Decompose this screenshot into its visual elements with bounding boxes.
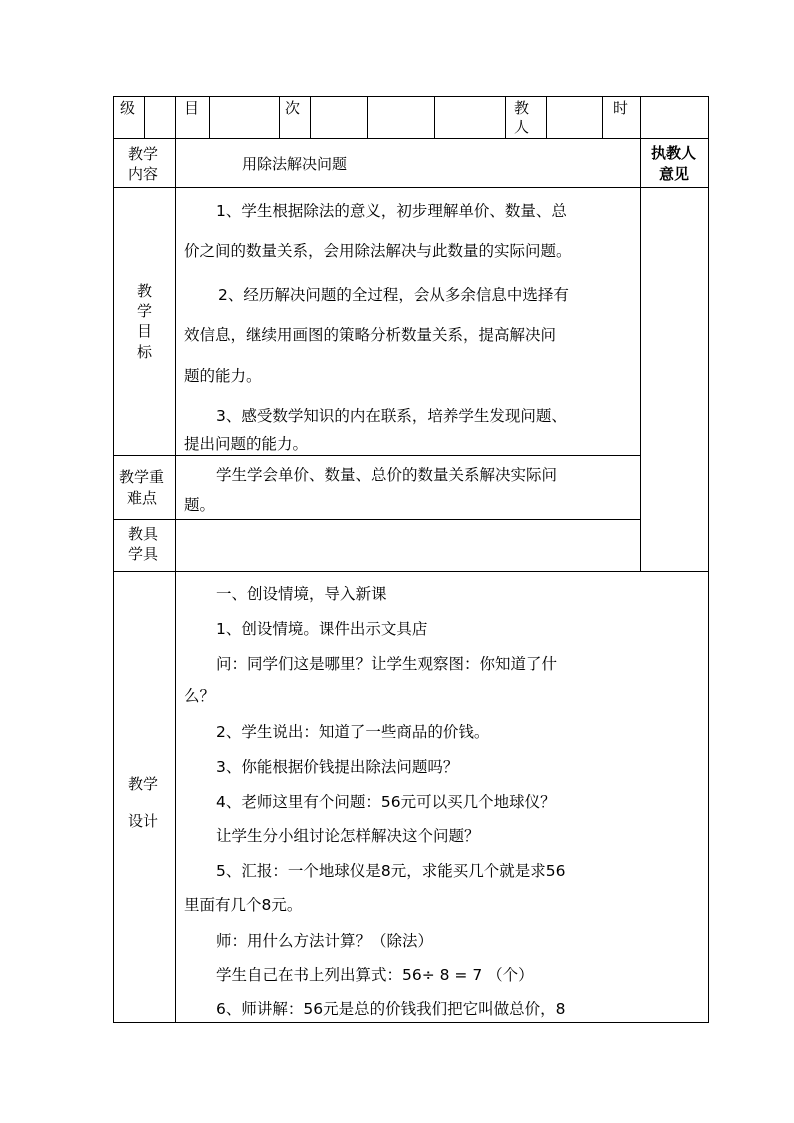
goals-label-char: 学 xyxy=(137,302,153,320)
goals-label-char: 教 xyxy=(137,282,153,300)
row-divider-5 xyxy=(113,571,709,572)
design-line: 3、你能根据价钱提出除法问题吗？ xyxy=(216,758,459,776)
design-line: 一、创设情境，导入新课 xyxy=(216,585,387,603)
content-value: 用除法解决问题 xyxy=(242,155,348,173)
header-divider-e xyxy=(367,96,368,138)
opinion-label-1: 执教人 xyxy=(651,144,697,162)
design-line: 1、创设情境。课件出示文具店 xyxy=(216,620,428,638)
design-line: 2、学生说出：知道了一些商品的价钱。 xyxy=(216,723,490,741)
header-divider-f xyxy=(434,96,435,138)
tools-label-1: 教具 xyxy=(128,525,159,543)
keypoints-label-1: 教学重 xyxy=(119,468,165,486)
design-line: 师：用什么方法计算？（除法） xyxy=(216,932,434,950)
tools-label-2: 学具 xyxy=(128,545,159,563)
goal-line: 3、感受数学知识的内在联系，培养学生发现问题、 xyxy=(216,407,567,425)
goal-line: 效信息，继续用画图的策略分析数量关系，提高解决问 xyxy=(184,326,557,344)
design-line: 问：同学们这是哪里？让学生观察图：你知道了什 xyxy=(216,655,558,673)
content-label-2: 内容 xyxy=(128,165,159,183)
table-left-border xyxy=(113,96,114,1023)
design-line: 学生自己在书上列出算式：56÷ 8 = 7 （个） xyxy=(216,966,534,984)
header-divider-d xyxy=(310,96,311,138)
header-grade-label: 级 xyxy=(120,99,136,117)
design-line: 里面有几个8元。 xyxy=(184,896,303,914)
header-time-label: 时 xyxy=(613,99,629,117)
header-divider-h xyxy=(546,96,547,138)
goal-line: 1、学生根据除法的意义，初步理解单价、数量、总 xyxy=(216,202,567,220)
header-teacher-label-1: 教 xyxy=(514,99,530,117)
header-subject-label: 目 xyxy=(184,99,200,117)
header-teacher-label-2: 人 xyxy=(514,118,530,136)
goal-line: 价之间的数量关系，会用除法解决与此数量的实际问题。 xyxy=(184,242,572,260)
table-right-border xyxy=(708,96,709,1023)
header-divider-b xyxy=(209,96,210,138)
goal-line: 题的能力。 xyxy=(184,367,262,385)
goal-line: 2、经历解决问题的全过程，会从多余信息中选择有 xyxy=(218,286,569,304)
design-line: 5、汇报：一个地球仪是8元，求能买几个就是求56 xyxy=(216,862,566,880)
design-line: 让学生分小组讨论怎样解决这个问题？ xyxy=(216,827,480,845)
row-divider-3 xyxy=(113,455,640,456)
keypoint-line: 学生学会单价、数量、总价的数量关系解决实际问 xyxy=(216,466,558,484)
row-divider-2 xyxy=(113,187,709,188)
opinion-column-divider xyxy=(640,96,641,572)
keypoint-line: 题。 xyxy=(184,496,216,514)
content-label-1: 教学 xyxy=(128,145,159,163)
header-divider-c xyxy=(279,96,280,138)
header-divider-g xyxy=(505,96,506,138)
label-column-divider xyxy=(175,96,176,1023)
table-top-border xyxy=(113,96,709,97)
goal-line: 提出问题的能力。 xyxy=(184,435,309,453)
row-divider-4 xyxy=(113,519,640,520)
design-line: 6、师讲解：56元是总的价钱我们把它叫做总价，8 xyxy=(216,1000,566,1018)
header-session-label: 次 xyxy=(285,99,301,117)
design-line: 么？ xyxy=(184,687,216,705)
row-divider-1 xyxy=(113,138,709,139)
opinion-label-2: 意见 xyxy=(659,165,690,183)
keypoints-label-2: 难点 xyxy=(127,489,158,507)
header-divider-i xyxy=(602,96,603,138)
design-line: 4、老师这里有个问题：56元可以买几个地球仪？ xyxy=(216,793,556,811)
goals-label-char: 标 xyxy=(137,343,153,361)
design-label-2: 设计 xyxy=(128,812,159,830)
goals-label-char: 目 xyxy=(137,322,153,340)
header-divider-a xyxy=(144,96,145,138)
design-label-1: 教学 xyxy=(128,775,159,793)
table-bottom-border xyxy=(113,1022,709,1023)
